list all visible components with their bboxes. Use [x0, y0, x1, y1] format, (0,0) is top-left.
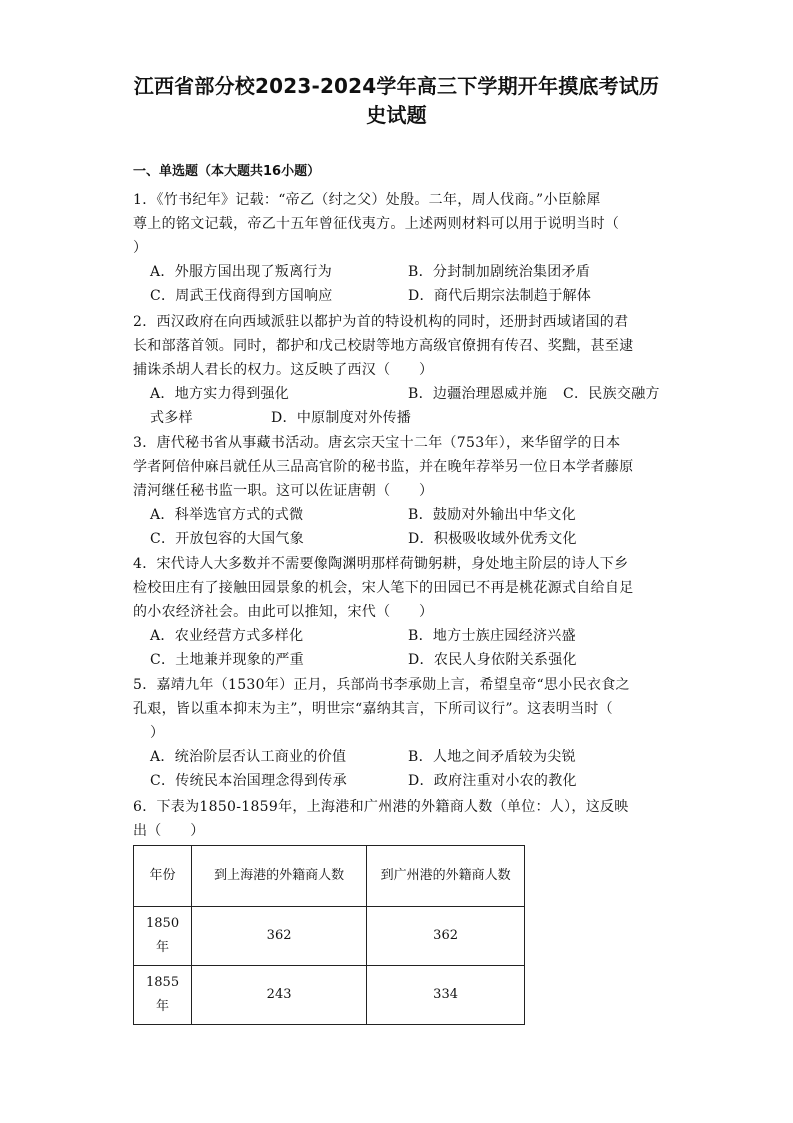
option-c[interactable]: C．民族交融方: [563, 386, 660, 402]
question-text-line: 捕诛杀胡人君长的权力。这反映了西汉（ ）: [133, 362, 434, 378]
table-row: [134, 907, 525, 966]
option-d[interactable]: D．农民人身依附关系强化: [408, 652, 577, 668]
table-header-cell: 到上海港的外籍商人数: [192, 846, 367, 907]
question-text-line: 尊上的铭文记载，帝乙十五年曾征伐夷方。上述两则材料可以用于说明当时（: [133, 216, 620, 232]
title-line-2: 史试题: [366, 103, 427, 127]
option-c[interactable]: C．周武王伐商得到方国响应: [150, 288, 333, 304]
question-text-line: 1．《竹书纪年》记载：“帝乙（纣之父）处殷。二年，周人伐商。”小臣艅犀: [133, 192, 601, 208]
table-row: [134, 966, 525, 1025]
section-heading: 一、单选题（本大题共16小题）: [133, 164, 321, 179]
question-text-line: 孔艰，皆以重本抑末为主”，明世宗“嘉纳其言，下所司议行”。这表明当时（: [133, 701, 613, 717]
title-line-1: 江西省部分校2023-2024学年高三下学期开年摸底考试历: [133, 74, 660, 98]
option-b[interactable]: B．鼓励对外输出中华文化: [408, 507, 576, 523]
table-cell-year: 1855年: [134, 966, 192, 1025]
question-text-line: 的小农经济社会。由此可以推知，宋代（ ）: [133, 604, 434, 620]
question-text-line: ）: [150, 725, 165, 741]
option-c[interactable]: C．开放包容的大国气象: [150, 531, 305, 547]
question-text-line: 长和部落首领。同时，都护和戊己校尉等地方高级官僚拥有传召、奖黜，甚至逮: [133, 338, 634, 354]
option-b[interactable]: B．分封制加剧统治集团矛盾: [408, 264, 591, 280]
table-cell: 334: [367, 966, 525, 1025]
merchant-table: [133, 845, 525, 1025]
option-c[interactable]: C．土地兼并现象的严重: [150, 652, 305, 668]
question-text-line: 清河继任秘书监一职。这可以佐证唐朝（ ）: [133, 483, 434, 499]
table-header-row: [134, 846, 525, 907]
option-d[interactable]: D．中原制度对外传播: [271, 410, 412, 426]
option-d[interactable]: D．政府注重对小农的教化: [408, 773, 577, 789]
option-b[interactable]: B．边疆治理恩威并施: [408, 386, 548, 402]
option-d[interactable]: D．商代后期宗法制趋于解体: [408, 288, 592, 304]
option-b[interactable]: B．人地之间矛盾较为尖锐: [408, 749, 576, 765]
table-cell: 362: [192, 907, 367, 966]
option-c-continued[interactable]: 式多样: [150, 410, 193, 426]
table-cell: 243: [192, 966, 367, 1025]
option-a[interactable]: A．地方实力得到强化: [150, 386, 290, 402]
question-text-line: 检校田庄有了接触田园景象的机会，宋人笔下的田园已不再是桃花源式自给自足: [133, 580, 634, 596]
question-text-line: 4．宋代诗人大多数并不需要像陶渊明那样荷锄躬耕，身处地主阶层的诗人下乡: [133, 556, 629, 572]
question-text-line: ）: [133, 240, 148, 256]
table-header-cell: 到广州港的外籍商人数: [367, 846, 525, 907]
question-text-line: 6．下表为1850-1859年，上海港和广州港的外籍商人数（单位：人），这反映: [133, 799, 629, 815]
option-c[interactable]: C．传统民本治国理念得到传承: [150, 773, 347, 789]
question-text-line: 5．嘉靖九年（1530年）正月，兵部尚书李承勋上言，希望皇帝“思小民衣食之: [133, 677, 630, 693]
option-a[interactable]: A．外服方国出现了叛离行为: [150, 264, 333, 280]
question-text-line: 学者阿倍仲麻吕就任从三品高官阶的秘书监，并在晚年荐举另一位日本学者藤原: [133, 459, 634, 475]
option-a[interactable]: A．科举选官方式的式微: [150, 507, 304, 523]
table-cell: 362: [367, 907, 525, 966]
table-header-cell: 年份: [134, 846, 192, 907]
question-text-line: 2．西汉政府在向西域派驻以都护为首的特设机构的同时，还册封西域诸国的君: [133, 314, 629, 330]
question-text-line: 3．唐代秘书省从事藏书活动。唐玄宗天宝十二年（753年），来华留学的日本: [133, 435, 621, 451]
document-title: [120, 72, 673, 130]
option-a[interactable]: A．农业经营方式多样化: [150, 628, 304, 644]
option-d[interactable]: D．积极吸收域外优秀文化: [408, 531, 577, 547]
option-b[interactable]: B．地方士族庄园经济兴盛: [408, 628, 576, 644]
table-cell-year: 1850年: [134, 907, 192, 966]
option-a[interactable]: A．统治阶层否认工商业的价值: [150, 749, 347, 765]
question-text-line: 出（ ）: [133, 823, 205, 839]
